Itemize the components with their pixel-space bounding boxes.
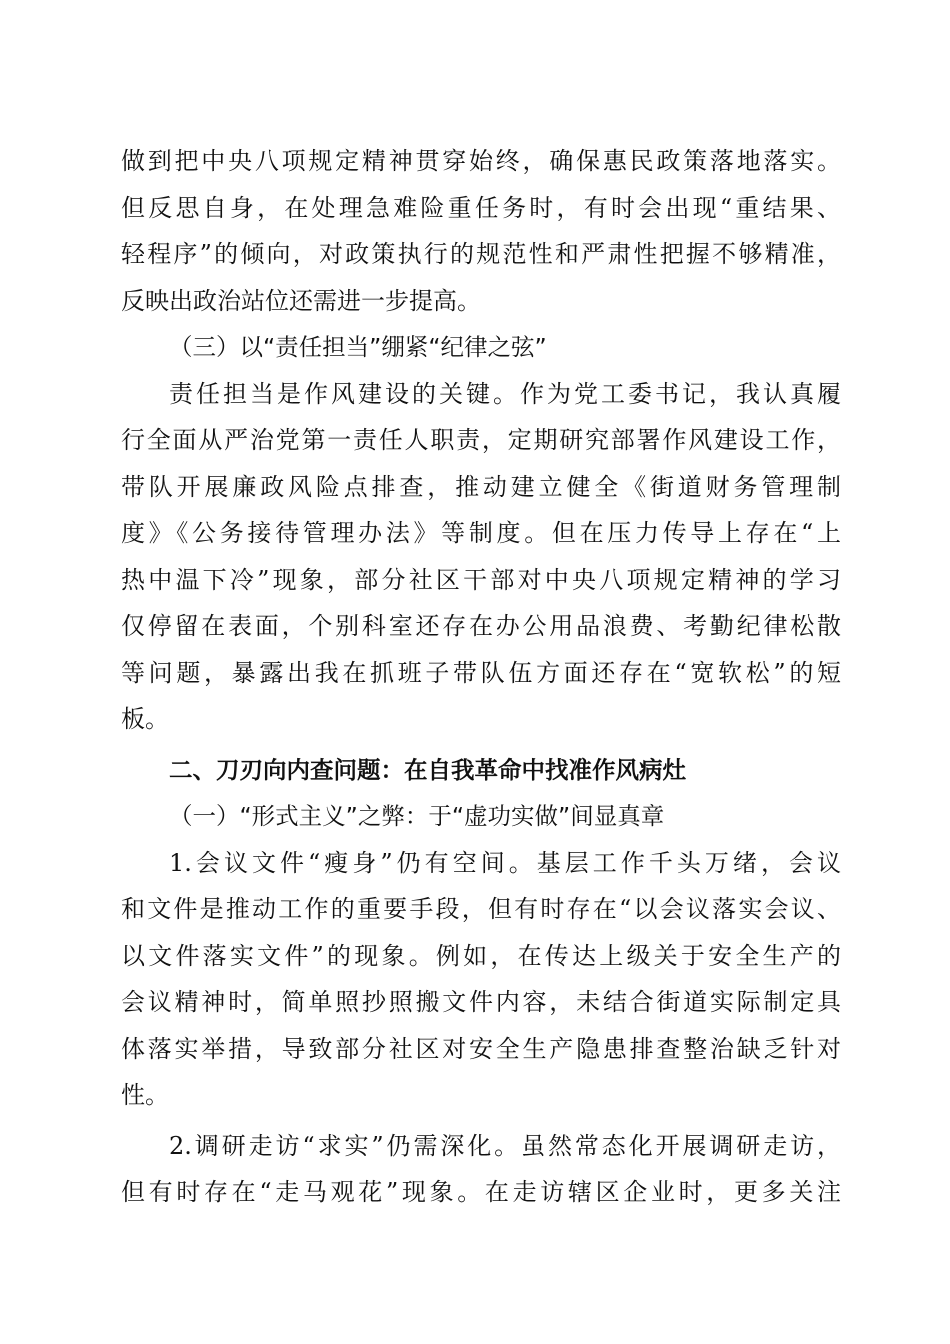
text-line: 但反思自身，在处理急难险重任务时，有时会出现“重结果、 — [121, 193, 841, 222]
text-line: 板。 — [121, 705, 169, 733]
paragraph-2 — [121, 371, 841, 743]
text-line: 1.会议文件“瘦身”仍有空间。基层工作千头万绪，会议 — [169, 848, 841, 877]
text-line: 轻程序”的倾向，对政策执行的规范性和严肃性把握不够精准， — [121, 240, 841, 268]
paragraph-1 — [121, 138, 841, 324]
text-line: 等问题，暴露出我在抓班子带队伍方面还存在“宽软松”的短 — [121, 658, 841, 687]
paragraph-4 — [121, 1123, 841, 1216]
text-line: 做到把中央八项规定精神贯穿始终，确保惠民政策落地落实。 — [121, 147, 841, 175]
text-line: 和文件是推动工作的重要手段，但有时存在“以会议落实会议、 — [121, 895, 841, 923]
text-line: 2.调研走访“求实”仍需深化。虽然常态化开展调研走访， — [169, 1131, 841, 1160]
text-line: 但有时存在“走马观花”现象。在走访辖区企业时，更多关注 — [121, 1178, 841, 1206]
document-body — [121, 138, 841, 1216]
text-line: 责任担当是作风建设的关键。作为党工委书记，我认真履 — [169, 379, 841, 408]
text-line: 度》《公务接待管理办法》等制度。但在压力传导上存在“上 — [121, 519, 841, 547]
subheading-formalism: （一）“形式主义”之弊：于“虚功实做”间显真章 — [169, 802, 665, 830]
text-line: 体落实举措，导致部分社区对安全生产隐患排查整治缺乏针对 — [121, 1034, 841, 1063]
text-line: 仅停留在表面，个别科室还存在办公用品浪费、考勤纪律松散 — [121, 612, 841, 640]
text-line: 性。 — [121, 1081, 169, 1109]
section-heading-2: 二、刀刃向内查问题：在自我革命中找准作风病灶 — [169, 755, 686, 784]
text-line: 会议精神时，简单照抄照搬文件内容，未结合街道实际制定具 — [121, 988, 841, 1016]
text-line: 以文件落实文件”的现象。例如，在传达上级关于安全生产的 — [121, 941, 841, 970]
subheading-responsibility: （三）以“责任担当”绷紧“纪律之弦” — [169, 333, 547, 361]
text-line: 热中温下冷”现象，部分社区干部对中央八项规定精神的学习 — [121, 565, 841, 594]
text-line: 行全面从严治党第一责任人职责，定期研究部署作风建设工作， — [121, 426, 841, 454]
paragraph-3 — [121, 840, 841, 1119]
text-line: 反映出政治站位还需进一步提高。 — [121, 286, 481, 315]
text-line: 带队开展廉政风险点排查，推动建立健全《街道财务管理制 — [121, 472, 841, 501]
